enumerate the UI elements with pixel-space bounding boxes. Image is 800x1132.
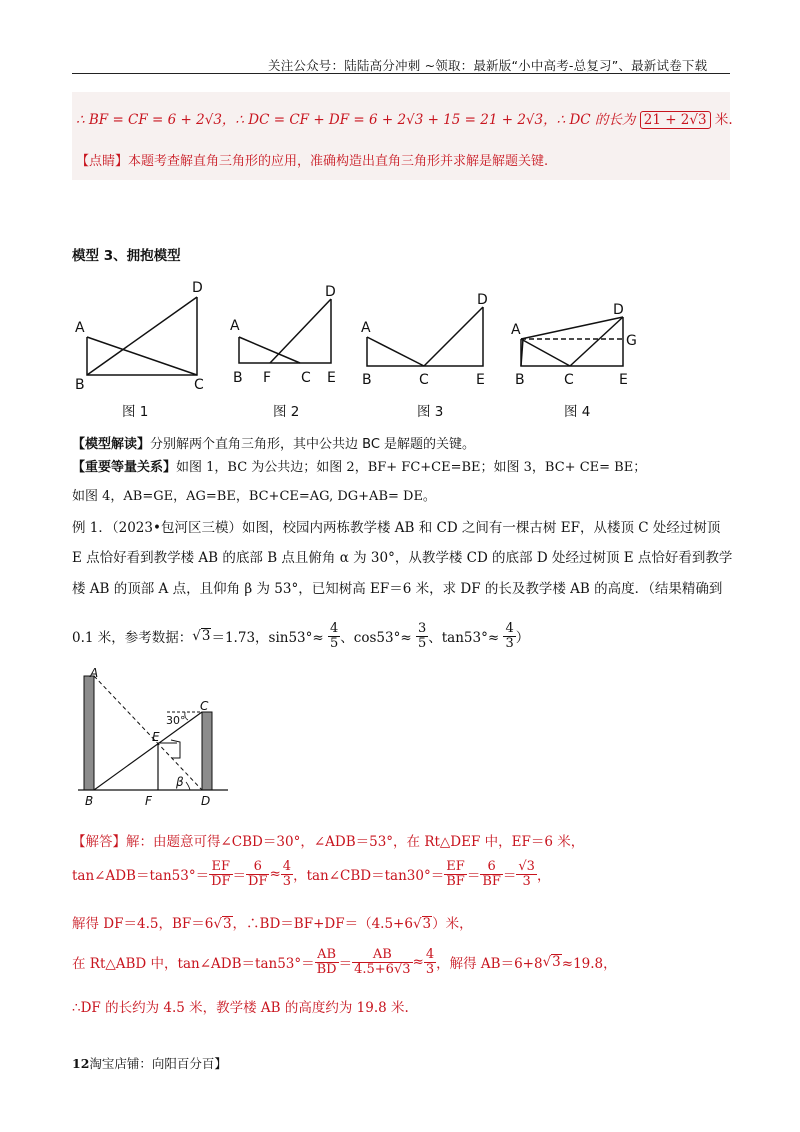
answer-text-4b: ，解得 AB＝6+8 [436, 956, 543, 973]
fig2-label-c: C [301, 370, 311, 386]
fig1-label-a: A [75, 320, 85, 336]
answer-approx-1: ≈ [269, 866, 281, 883]
comment-text: 本题考查解直角三角形的应用，准确构造出直角三角形并求解是解题关键. [128, 154, 549, 169]
header-rule [72, 73, 730, 74]
answer-tan30-label: ，tan∠CBD＝tan30°＝ [293, 868, 445, 885]
fig3-label-d: D [477, 292, 488, 308]
fig4-label-e: E [619, 372, 628, 388]
answer-text-3c: ）米， [432, 916, 473, 932]
fig3-label-c: C [419, 372, 429, 388]
footer-shop: 淘宝店铺：向阳百分百】 [89, 1056, 227, 1071]
answer-text-3a: 解得 DF＝4.5，BF＝6 [72, 916, 214, 932]
relations-2: 如图 4，AB=GE，AG=BE，BC+CE=AG, DG+AB= DE。 [72, 489, 436, 504]
diagram-label-30: 30° [166, 714, 186, 727]
answer-eq-3: ＝ [502, 868, 517, 885]
example-sin-label: ＝1.73，sin53°≈ [211, 630, 324, 647]
answer-eq-1: ＝ [232, 868, 247, 885]
sqrt3-a: 3 [222, 916, 232, 932]
answer-approx-2: ≈ [412, 954, 424, 971]
solution-line-part1: ∴ BF = CF = 6 + 2√3，∴ DC = CF + DF = 6 + 2√3 + 15 = 21 + 2√3，∴ DC 的长为 [76, 112, 636, 128]
fraction-ab-bd: $\frac{AB}{BD}$ [316, 947, 337, 977]
example-line-4 [72, 622, 529, 650]
fig3-caption: 图 3 [417, 404, 444, 420]
page-footer [72, 1054, 227, 1072]
example-line-2: E 点恰好看到教学楼 AB 的底部 B 点且俯角 α 为 30°，从教学楼 CD 的底部 D 处经过树顶 E 点恰好看到教学 [72, 550, 733, 566]
fraction-ef-df: $\frac{EF}{DF}$ [211, 859, 231, 889]
fig2-label-f: F [263, 370, 272, 386]
fig3-label-e: E [476, 372, 485, 388]
fig4-lines [521, 317, 623, 366]
fig2-label-d: D [325, 284, 336, 300]
diagram-label-b: B [85, 794, 94, 808]
page-header: 关注公众号：陆陆高分冲刺 ~领取：最新版“小中高考-总复习”、最新试卷下载 [268, 58, 708, 73]
relations [72, 456, 646, 475]
answer-line-3 [72, 912, 473, 932]
fraction-ef-bf: $\frac{EF}{BF}$ [446, 859, 465, 889]
example-line-1: 例 1．（2023•包河区三模）如图，校园内两栋教学楼 AB 和 CD 之间有一棵古树 EF，从楼顶 C 处经过树顶 [72, 520, 721, 536]
fig1-caption: 图 1 [122, 404, 149, 420]
page-number: 12 [72, 1056, 90, 1071]
answer-line-5: ∴DF 的长约为 4.5 米，教学楼 AB 的高度约为 19.8 米. [72, 1000, 409, 1016]
fraction-sqrt3-3: $\frac{√3}{3}$ [518, 859, 535, 889]
fraction-6-bf: $\frac{6}{BF}$ [482, 859, 501, 889]
example-tan-label: 、tan53°≈ [428, 630, 500, 647]
example-diagram [72, 668, 242, 813]
fig1-label-c: C [194, 377, 204, 393]
diagram-label-d: D [201, 794, 211, 808]
comment-tag: 【点睛】 [76, 154, 129, 169]
fraction-4-3-a: $\frac{4}{3}$ [282, 859, 292, 889]
fig2-caption: 图 2 [273, 404, 300, 420]
answer-line-4 [72, 948, 617, 976]
diagram-label-c: C [200, 699, 209, 713]
answer-text-4a: 在 Rt△ABD 中，tan∠ADB＝tan53°＝ [72, 956, 315, 973]
answer-text-4c: ≈19.8， [561, 956, 617, 973]
fraction-4-3-b: $\frac{4}{3}$ [425, 947, 435, 977]
fig4-label-c: C [564, 372, 574, 388]
fig2-label-b: B [233, 370, 243, 386]
fraction-cos53: $\frac{3}{5}$ [417, 621, 427, 651]
diagram-label-f: F [145, 794, 152, 808]
fig3-lines [367, 307, 483, 366]
solution-answer: 21 + 2√3 [640, 111, 711, 129]
answer-eq-2: ＝ [466, 868, 481, 885]
fraction-6-df: $\frac{6}{DF}$ [248, 859, 268, 889]
fig4-label-a: A [511, 322, 521, 338]
comment-line [76, 150, 548, 169]
model-explain [72, 433, 475, 452]
sqrt3-c: 3 [552, 954, 561, 971]
fig2-label-e: E [327, 370, 336, 386]
answer-comma: ， [536, 868, 551, 885]
example-line-3: 楼 AB 的顶部 A 点，且仰角 β 为 53°，已知树高 EF＝6 米，求 DF 的长及教学楼 AB 的高度．（结果精确到 [72, 581, 723, 597]
fig3-label-b: B [362, 372, 372, 388]
fig4-label-b: B [515, 372, 525, 388]
model-explain-text: 分别解两个直角三角形，其中公共边 BC 是解题的关键。 [150, 437, 476, 452]
answer-tag: 【解答】 [72, 834, 126, 850]
diagram-label-a: A [90, 668, 99, 680]
model-explain-tag: 【模型解读】 [72, 437, 151, 452]
fig3-label-a: A [361, 320, 371, 336]
fraction-tan53: $\frac{4}{3}$ [505, 621, 514, 651]
fig1-label-d: D [192, 280, 203, 296]
answer-line-1 [72, 830, 584, 850]
fig1-label-b: B [75, 377, 85, 393]
answer-text-3b: ，∴BD＝BF+DF＝（4.5+6 [232, 916, 413, 932]
fig4-label-d: D [613, 302, 624, 318]
fraction-ab-expr: $\frac{AB}{4.5+6√3}$ [354, 947, 411, 977]
solution-line-part2: 米. [714, 112, 733, 128]
fig2-lines [239, 299, 331, 363]
diagram-label-e: E [152, 730, 160, 744]
model-figures [72, 278, 652, 428]
fig4-label-g: G [626, 333, 637, 349]
sqrt3-b: 3 [422, 916, 432, 932]
answer-eq-4: ＝ [338, 956, 353, 973]
sqrt3-value: 3 [201, 628, 211, 645]
answer-tan53-label: tan∠ADB＝tan53°＝ [72, 868, 210, 885]
section-title: 模型 3、拥抱模型 [72, 248, 181, 264]
relations-tag: 【重要等量关系】 [72, 460, 177, 475]
fraction-sin53: $\frac{4}{5}$ [330, 621, 339, 651]
solution-line [76, 108, 733, 129]
relations-text: 如图 1，BC 为公共边；如图 2，BF+ FC+CE=BE；如图 3，BC+ CE= BE； [176, 460, 647, 475]
answer-text-1: 解：由题意可得∠CBD＝30°，∠ADB＝53°，在 Rt△DEF 中，EF＝6 米， [126, 834, 585, 850]
fig2-label-a: A [230, 318, 240, 334]
example-ref-label: 0.1 米，参考数据： [72, 630, 193, 647]
example-cos-label: 、cos53°≈ [340, 630, 412, 647]
answer-line-2 [72, 860, 550, 888]
example-close-paren: ） [515, 630, 530, 647]
fig4-caption: 图 4 [564, 404, 591, 420]
diagram-label-beta: β [176, 775, 184, 789]
